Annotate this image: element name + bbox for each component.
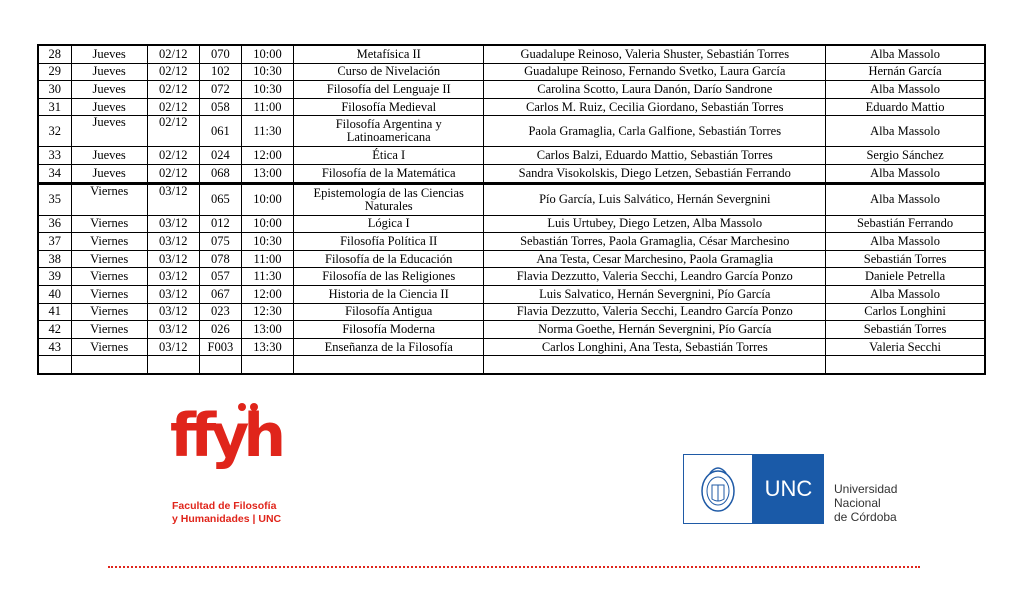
day-cell: Viernes bbox=[71, 250, 147, 268]
subject-cell: Filosofía Argentina y Latinoamericana bbox=[294, 116, 484, 147]
ffyh-line-1: Facultad de Filosofía bbox=[172, 500, 277, 512]
table-row bbox=[38, 338, 985, 356]
row-number: 41 bbox=[38, 303, 71, 321]
row-number: 30 bbox=[38, 81, 71, 99]
table-row bbox=[38, 268, 985, 286]
subject-cell: Curso de Nivelación bbox=[294, 63, 484, 81]
date-cell: 03/12 bbox=[147, 215, 199, 233]
date-cell: 03/12 bbox=[147, 303, 199, 321]
table-row bbox=[38, 285, 985, 303]
empty-cell bbox=[826, 356, 985, 374]
president-cell: Alba Massolo bbox=[826, 285, 985, 303]
row-number: 39 bbox=[38, 268, 71, 286]
panel-cell: Carlos Longhini, Ana Testa, Sebastián Torres bbox=[484, 338, 826, 356]
subject-cell: Filosofía Política II bbox=[294, 233, 484, 251]
date-cell: 03/12 bbox=[147, 268, 199, 286]
time-cell: 11:00 bbox=[241, 250, 293, 268]
table-body bbox=[38, 45, 985, 374]
ffyh-logo-mark: ffyh bbox=[170, 401, 281, 471]
subject-cell: Filosofía de las Religiones bbox=[294, 268, 484, 286]
president-cell: Alba Massolo bbox=[826, 116, 985, 147]
empty-cell bbox=[38, 356, 71, 374]
row-number: 38 bbox=[38, 250, 71, 268]
day-cell: Jueves bbox=[71, 147, 147, 165]
president-cell: Alba Massolo bbox=[826, 164, 985, 183]
room-cell: F003 bbox=[199, 338, 241, 356]
panel-cell: Carlos Balzi, Eduardo Mattio, Sebastián Torres bbox=[484, 147, 826, 165]
exam-schedule-table bbox=[37, 44, 986, 375]
row-number: 35 bbox=[38, 183, 71, 215]
time-cell: 10:00 bbox=[241, 215, 293, 233]
date-cell: 03/12 bbox=[147, 250, 199, 268]
president-cell: Hernán García bbox=[826, 63, 985, 81]
time-cell: 11:30 bbox=[241, 116, 293, 147]
empty-cell bbox=[147, 356, 199, 374]
president-cell: Sergio Sánchez bbox=[826, 147, 985, 165]
subject-cell: Historia de la Ciencia II bbox=[294, 285, 484, 303]
day-cell: Viernes bbox=[71, 303, 147, 321]
row-number: 36 bbox=[38, 215, 71, 233]
footer-dotted-divider bbox=[108, 566, 920, 568]
time-cell: 10:30 bbox=[241, 63, 293, 81]
time-cell: 12:00 bbox=[241, 147, 293, 165]
time-cell: 13:00 bbox=[241, 321, 293, 339]
row-number: 42 bbox=[38, 321, 71, 339]
room-cell: 058 bbox=[199, 98, 241, 116]
row-number: 28 bbox=[38, 45, 71, 63]
president-cell: Eduardo Mattio bbox=[826, 98, 985, 116]
panel-cell: Carolina Scotto, Laura Danón, Darío Sandrone bbox=[484, 81, 826, 99]
room-cell: 102 bbox=[199, 63, 241, 81]
table-row bbox=[38, 45, 985, 63]
date-cell: 03/12 bbox=[147, 321, 199, 339]
subject-cell: Epistemología de las Ciencias Naturales bbox=[294, 183, 484, 215]
president-cell: Alba Massolo bbox=[826, 45, 985, 63]
row-number: 32 bbox=[38, 116, 71, 147]
unc-seal-icon bbox=[683, 454, 753, 524]
table-row bbox=[38, 147, 985, 165]
day-cell: Jueves bbox=[71, 45, 147, 63]
day-cell: Jueves bbox=[71, 164, 147, 183]
row-number: 31 bbox=[38, 98, 71, 116]
panel-cell: Luis Salvatico, Hernán Severgnini, Pío García bbox=[484, 285, 826, 303]
room-cell: 070 bbox=[199, 45, 241, 63]
table-row bbox=[38, 233, 985, 251]
day-cell: Viernes bbox=[71, 321, 147, 339]
subject-cell: Ética I bbox=[294, 147, 484, 165]
time-cell: 11:30 bbox=[241, 268, 293, 286]
empty-cell bbox=[71, 356, 147, 374]
table-row bbox=[38, 250, 985, 268]
president-cell: Sebastián Torres bbox=[826, 250, 985, 268]
time-cell: 11:00 bbox=[241, 98, 293, 116]
time-cell: 12:30 bbox=[241, 303, 293, 321]
empty-cell bbox=[241, 356, 293, 374]
room-cell: 065 bbox=[199, 183, 241, 215]
table-row bbox=[38, 164, 985, 183]
panel-cell: Ana Testa, Cesar Marchesino, Paola Gramaglia bbox=[484, 250, 826, 268]
room-cell: 012 bbox=[199, 215, 241, 233]
room-cell: 072 bbox=[199, 81, 241, 99]
unc-line-1: Universidad bbox=[834, 482, 898, 496]
time-cell: 13:30 bbox=[241, 338, 293, 356]
panel-cell: Guadalupe Reinoso, Valeria Shuster, Sebastián Torres bbox=[484, 45, 826, 63]
room-cell: 026 bbox=[199, 321, 241, 339]
subject-cell: Filosofía de la Matemática bbox=[294, 164, 484, 183]
row-number: 40 bbox=[38, 285, 71, 303]
time-cell: 10:00 bbox=[241, 183, 293, 215]
date-cell: 02/12 bbox=[147, 81, 199, 99]
room-cell: 078 bbox=[199, 250, 241, 268]
president-cell: Sebastián Ferrando bbox=[826, 215, 985, 233]
room-cell: 075 bbox=[199, 233, 241, 251]
row-number: 37 bbox=[38, 233, 71, 251]
table-row bbox=[38, 321, 985, 339]
subject-cell: Filosofía Moderna bbox=[294, 321, 484, 339]
room-cell: 067 bbox=[199, 285, 241, 303]
table-row bbox=[38, 215, 985, 233]
empty-cell bbox=[294, 356, 484, 374]
panel-cell: Sandra Visokolskis, Diego Letzen, Sebastián Ferrando bbox=[484, 164, 826, 183]
president-cell: Daniele Petrella bbox=[826, 268, 985, 286]
panel-cell: Pío García, Luis Salvático, Hernán Severgnini bbox=[484, 183, 826, 215]
subject-cell: Filosofía Antigua bbox=[294, 303, 484, 321]
table-row bbox=[38, 81, 985, 99]
date-cell: 03/12 bbox=[147, 183, 199, 215]
panel-cell: Flavia Dezzutto, Valeria Secchi, Leandro García Ponzo bbox=[484, 303, 826, 321]
row-number: 34 bbox=[38, 164, 71, 183]
row-number: 29 bbox=[38, 63, 71, 81]
date-cell: 03/12 bbox=[147, 233, 199, 251]
president-cell: Valeria Secchi bbox=[826, 338, 985, 356]
date-cell: 03/12 bbox=[147, 338, 199, 356]
ffyh-logo-text bbox=[172, 500, 372, 526]
date-cell: 02/12 bbox=[147, 147, 199, 165]
room-cell: 023 bbox=[199, 303, 241, 321]
table-row bbox=[38, 303, 985, 321]
date-cell: 03/12 bbox=[147, 285, 199, 303]
unc-line-3: de Córdoba bbox=[834, 510, 897, 524]
president-cell: Alba Massolo bbox=[826, 233, 985, 251]
table-row bbox=[38, 98, 985, 116]
table-row bbox=[38, 63, 985, 81]
day-cell: Viernes bbox=[71, 183, 147, 215]
room-cell: 068 bbox=[199, 164, 241, 183]
empty-table-row bbox=[38, 356, 985, 374]
date-cell: 02/12 bbox=[147, 63, 199, 81]
president-cell: Carlos Longhini bbox=[826, 303, 985, 321]
subject-cell: Filosofía Medieval bbox=[294, 98, 484, 116]
time-cell: 10:30 bbox=[241, 81, 293, 99]
date-cell: 02/12 bbox=[147, 45, 199, 63]
empty-cell bbox=[199, 356, 241, 374]
unc-full-name bbox=[834, 482, 934, 524]
ffyh-line-2: y Humanidades | UNC bbox=[172, 513, 282, 525]
subject-cell: Filosofía de la Educación bbox=[294, 250, 484, 268]
day-cell: Jueves bbox=[71, 98, 147, 116]
panel-cell: Paola Gramaglia, Carla Galfione, Sebastián Torres bbox=[484, 116, 826, 147]
day-cell: Viernes bbox=[71, 233, 147, 251]
president-cell: Sebastián Torres bbox=[826, 321, 985, 339]
unc-line-2: Nacional bbox=[834, 496, 881, 510]
day-cell: Viernes bbox=[71, 285, 147, 303]
panel-cell: Sebastián Torres, Paola Gramaglia, César Marchesino bbox=[484, 233, 826, 251]
unc-logo bbox=[683, 454, 923, 526]
row-number: 33 bbox=[38, 147, 71, 165]
subject-cell: Filosofía del Lenguaje II bbox=[294, 81, 484, 99]
day-cell: Viernes bbox=[71, 268, 147, 286]
room-cell: 061 bbox=[199, 116, 241, 147]
time-cell: 12:00 bbox=[241, 285, 293, 303]
empty-cell bbox=[484, 356, 826, 374]
day-cell: Jueves bbox=[71, 63, 147, 81]
room-cell: 024 bbox=[199, 147, 241, 165]
time-cell: 13:00 bbox=[241, 164, 293, 183]
panel-cell: Norma Goethe, Hernán Severgnini, Pío García bbox=[484, 321, 826, 339]
subject-cell: Metafísica II bbox=[294, 45, 484, 63]
day-cell: Viernes bbox=[71, 338, 147, 356]
day-cell: Jueves bbox=[71, 81, 147, 99]
table-row bbox=[38, 116, 985, 147]
panel-cell: Luis Urtubey, Diego Letzen, Alba Massolo bbox=[484, 215, 826, 233]
table-row bbox=[38, 183, 985, 215]
president-cell: Alba Massolo bbox=[826, 183, 985, 215]
date-cell: 02/12 bbox=[147, 116, 199, 147]
president-cell: Alba Massolo bbox=[826, 81, 985, 99]
ffyh-logo bbox=[170, 398, 310, 538]
panel-cell: Carlos M. Ruiz, Cecilia Giordano, Sebastián Torres bbox=[484, 98, 826, 116]
row-number: 43 bbox=[38, 338, 71, 356]
room-cell: 057 bbox=[199, 268, 241, 286]
time-cell: 10:00 bbox=[241, 45, 293, 63]
unc-abbreviation: UNC bbox=[753, 454, 824, 524]
panel-cell: Flavia Dezzutto, Valeria Secchi, Leandro García Ponzo bbox=[484, 268, 826, 286]
time-cell: 10:30 bbox=[241, 233, 293, 251]
day-cell: Jueves bbox=[71, 116, 147, 147]
day-cell: Viernes bbox=[71, 215, 147, 233]
date-cell: 02/12 bbox=[147, 164, 199, 183]
panel-cell: Guadalupe Reinoso, Fernando Svetko, Laura García bbox=[484, 63, 826, 81]
date-cell: 02/12 bbox=[147, 98, 199, 116]
subject-cell: Enseñanza de la Filosofía bbox=[294, 338, 484, 356]
subject-cell: Lógica I bbox=[294, 215, 484, 233]
